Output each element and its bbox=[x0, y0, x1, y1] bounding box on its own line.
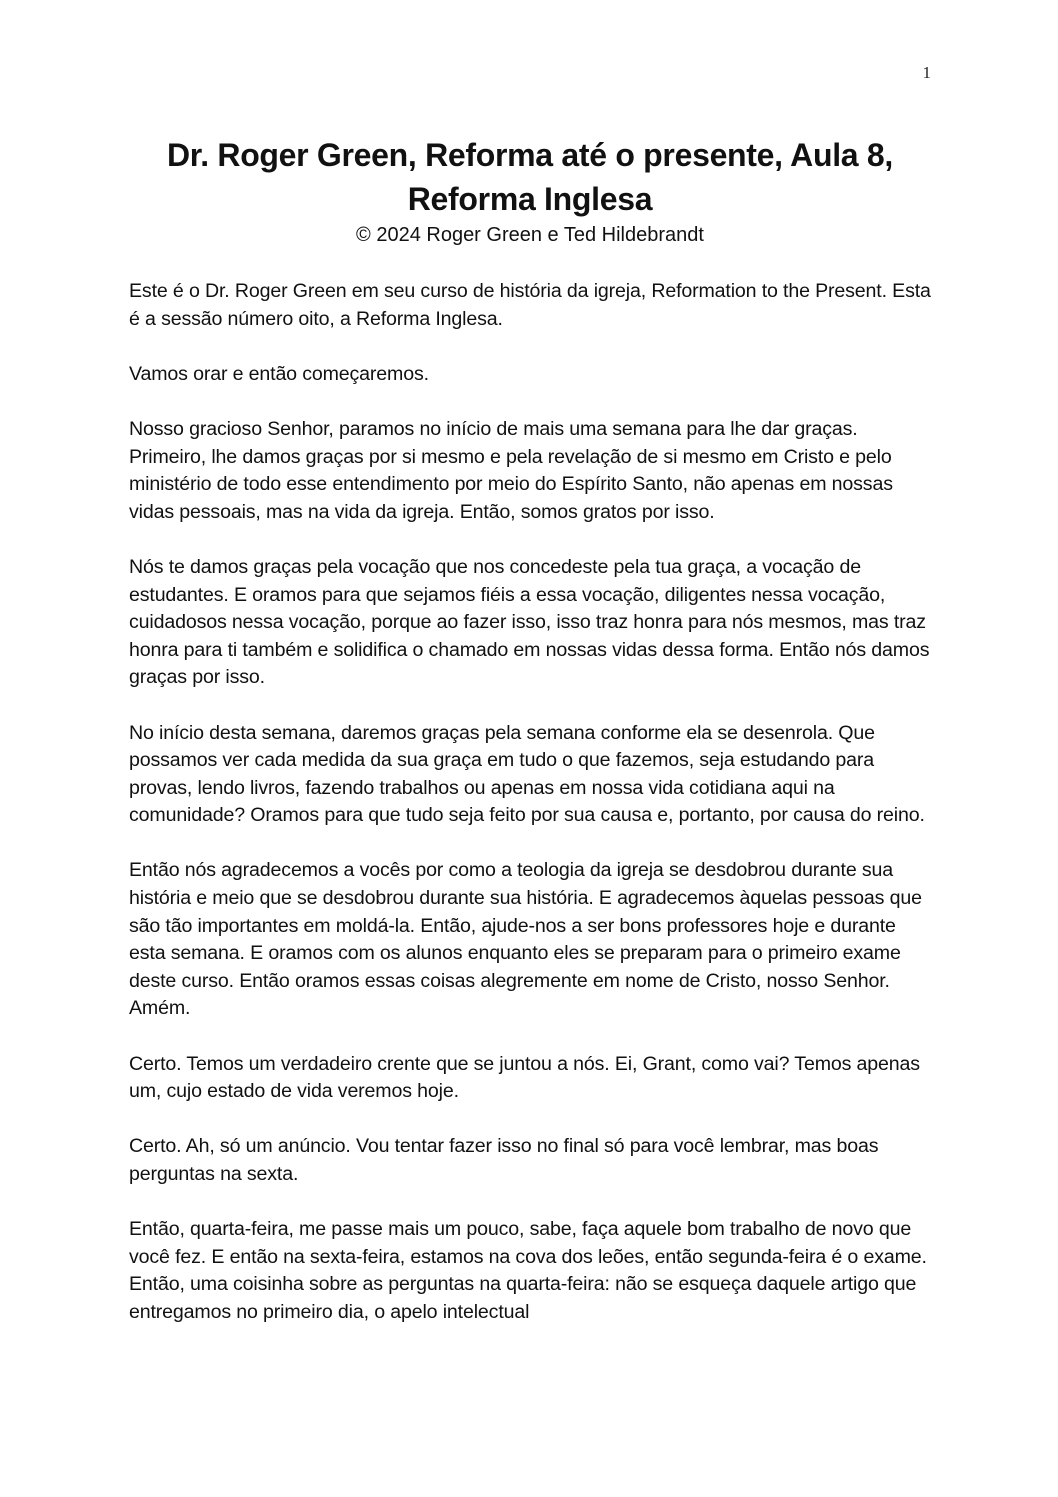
paragraph-schedule: Então, quarta-feira, me passe mais um pouco, sabe, faça aquele bom trabalho de novo que você fez. E então na sexta-feira, estamos na cova dos leões, então segunda-feira é o exame. Então, uma coisinha sobre as perguntas na quarta-feira: não se esqueça daquele artigo que entregamos no primeiro dia, o apelo intelectual bbox=[129, 1218, 927, 1323]
transcript-body bbox=[129, 278, 937, 1354]
paragraph-intro: Este é o Dr. Roger Green em seu curso de história da igreja, Reformation to the Present. Esta é a sessão número oito, a Reforma Inglesa. bbox=[129, 280, 931, 330]
paragraph-prayer-week: No início desta semana, daremos graças pela semana conforme ela se desenrola. Que possamos ver cada medida da sua graça em tudo o que fazemos, seja estudando para provas, lendo livros, fazendo trabalhos ou apenas em nossa vida cotidiana aqui na comunidade? Oramos para que tudo seja feito por sua causa e, portanto, por causa do reino. bbox=[129, 721, 925, 827]
copyright-line: © 2024 Roger Green e Ted Hildebrandt bbox=[356, 224, 704, 246]
paragraph-prayer-vocation: Nós te damos graças pela vocação que nos concedeste pela tua graça, a vocação de estudantes. E oramos para que sejamos fiéis a essa vocação, diligentes nessa vocação, cuidadosos nessa vocação, porque ao fazer isso, isso traz honra para nós mesmos, mas traz honra para ti também e solidifica o chamado em nossas vidas dessa forma. Então nós damos graças por isso. bbox=[129, 555, 930, 689]
paragraph-pray: Vamos orar e então começaremos. bbox=[129, 362, 429, 385]
paragraph-prayer-thanks: Nosso gracioso Senhor, paramos no início de mais uma semana para lhe dar graças. Primeiro, lhe damos graças por si mesmo e pela revelação de si mesmo em Cristo e pelo ministério de todo esse entendimento por meio do Espírito Santo, não apenas em nossas vidas pessoais, mas na vida da igreja. Então, somos gratos por isso. bbox=[129, 417, 893, 523]
paragraph-believer: Certo. Temos um verdadeiro crente que se juntou a nós. Ei, Grant, como vai? Temos apenas um, cujo estado de vida veremos hoje. bbox=[129, 1052, 920, 1103]
document-title: Dr. Roger Green, Reforma até o presente, Aula 8, Reforma Inglesa bbox=[167, 137, 893, 217]
paragraph-prayer-theology: Então nós agradecemos a vocês por como a teologia da igreja se desdobrou durante sua história e meio que se desdobrou durante sua história. E agradecemos àquelas pessoas que são tão importantes em moldá-la. Então, ajude-nos a ser bons professores hoje e durante esta semana. E oramos com os alunos enquanto eles se preparam para o primeiro exame deste curso. Então oramos essas coisas alegremente em nome de Cristo, nosso Senhor. Amém. bbox=[129, 859, 922, 1020]
paragraph-announcement: Certo. Ah, só um anúncio. Vou tentar fazer isso no final só para você lembrar, mas boas perguntas na sexta. bbox=[129, 1135, 879, 1185]
page-number: 1 bbox=[922, 63, 931, 82]
